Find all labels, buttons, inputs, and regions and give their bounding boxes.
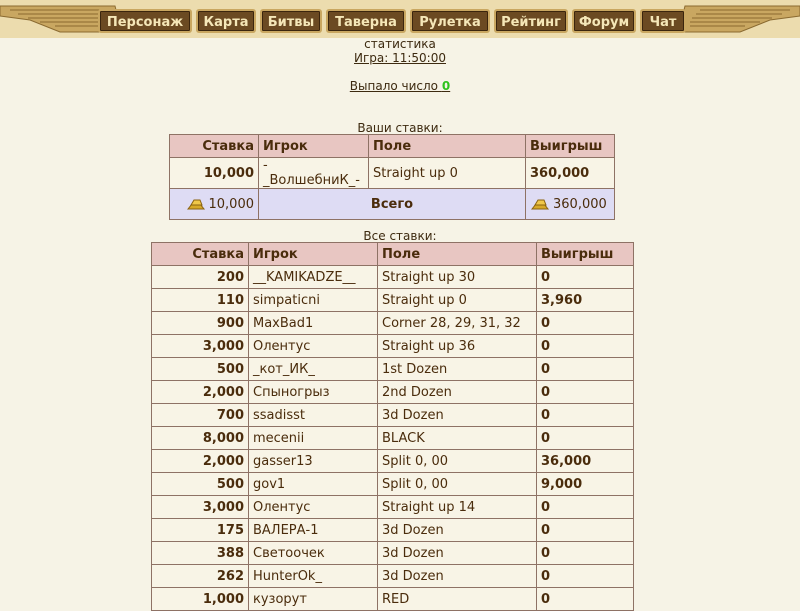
player-cell: gov1 — [249, 473, 378, 496]
player-cell: Спыногрыз — [249, 381, 378, 404]
dropped-label: Выпало число — [349, 79, 439, 93]
table-row — [152, 427, 634, 450]
player-cell: -_ВолшебниК_- — [259, 158, 369, 189]
gold-icon — [186, 198, 206, 210]
nav-character[interactable]: Персонаж — [98, 9, 192, 33]
win-cell: 36,000 — [537, 450, 634, 473]
table-row — [152, 588, 634, 611]
total-bet: 10,000 — [208, 196, 254, 212]
player-cell: ssadisst — [249, 404, 378, 427]
your-bets-caption: Ваши ставки: — [357, 121, 443, 135]
field-cell: Straight up 36 — [378, 335, 537, 358]
nav-map[interactable]: Карта — [196, 9, 256, 33]
bet-cell: 10,000 — [170, 158, 259, 189]
right-wing-ornament — [680, 2, 800, 34]
player-cell: Олентус — [249, 335, 378, 358]
table-row — [152, 565, 634, 588]
win-cell: 0 — [537, 266, 634, 289]
bet-cell: 1,000 — [152, 588, 249, 611]
bet-cell: 700 — [152, 404, 249, 427]
table-row — [152, 289, 634, 312]
col-win: Выигрыш — [526, 135, 615, 158]
field-cell: RED — [378, 588, 537, 611]
bet-cell: 8,000 — [152, 427, 249, 450]
total-label: Всего — [259, 189, 526, 220]
field-cell: Corner 28, 29, 31, 32 — [378, 312, 537, 335]
win-cell: 0 — [537, 381, 634, 404]
win-cell: 360,000 — [526, 158, 615, 189]
table-row — [152, 381, 634, 404]
top-navigation — [0, 0, 800, 38]
bet-cell: 262 — [152, 565, 249, 588]
player-cell: MaxBad1 — [249, 312, 378, 335]
dropped-number-link[interactable] — [0, 79, 800, 93]
win-cell: 9,000 — [537, 473, 634, 496]
field-cell: Straight up 0 — [369, 158, 526, 189]
game-time-link[interactable]: Игра: 11:50:00 — [353, 51, 446, 65]
bet-cell: 200 — [152, 266, 249, 289]
win-cell: 0 — [537, 588, 634, 611]
table-row — [152, 519, 634, 542]
player-cell: HunterOk_ — [249, 565, 378, 588]
bet-cell: 175 — [152, 519, 249, 542]
all-bets-caption: Все ставки: — [363, 229, 437, 243]
table-row — [152, 473, 634, 496]
bet-cell: 3,000 — [152, 496, 249, 519]
player-cell: mecenii — [249, 427, 378, 450]
player-cell: __KAMIKADZE__ — [249, 266, 378, 289]
nav-forum[interactable]: Форум — [572, 9, 636, 33]
table-header-row — [170, 135, 615, 158]
table-row — [152, 450, 634, 473]
field-cell: Split 0, 00 — [378, 473, 537, 496]
bet-cell: 110 — [152, 289, 249, 312]
all-bets-table — [151, 242, 634, 611]
player-cell: ВАЛЕРА-1 — [249, 519, 378, 542]
win-cell: 0 — [537, 312, 634, 335]
total-win-cell — [526, 189, 615, 220]
field-cell: 3d Dozen — [378, 519, 537, 542]
table-row — [152, 358, 634, 381]
win-cell: 0 — [537, 542, 634, 565]
col-player: Игрок — [259, 135, 369, 158]
player-cell: Светоочек — [249, 542, 378, 565]
nav-chat[interactable]: Чат — [640, 9, 686, 33]
all-bets-body — [152, 266, 634, 611]
player-cell: _кот_ИК_ — [249, 358, 378, 381]
bet-cell: 388 — [152, 542, 249, 565]
field-cell: Straight up 30 — [378, 266, 537, 289]
bet-cell: 3,000 — [152, 335, 249, 358]
table-row — [152, 542, 634, 565]
field-cell: 2nd Dozen — [378, 381, 537, 404]
win-cell: 3,960 — [537, 289, 634, 312]
win-cell: 0 — [537, 427, 634, 450]
col-win: Выигрыш — [537, 243, 634, 266]
dropped-number: 0 — [441, 79, 451, 93]
total-bet-cell — [170, 189, 259, 220]
page-title: статистика — [364, 37, 436, 51]
table-row — [152, 496, 634, 519]
col-bet: Ставка — [170, 135, 259, 158]
table-row — [170, 158, 615, 189]
player-cell: simpaticni — [249, 289, 378, 312]
win-cell: 0 — [537, 519, 634, 542]
nav-rating[interactable]: Рейтинг — [494, 9, 568, 33]
win-cell: 0 — [537, 335, 634, 358]
player-cell: gasser13 — [249, 450, 378, 473]
bet-cell: 500 — [152, 358, 249, 381]
field-cell: Straight up 0 — [378, 289, 537, 312]
table-row — [152, 266, 634, 289]
bet-cell: 500 — [152, 473, 249, 496]
field-cell: 3d Dozen — [378, 404, 537, 427]
win-cell: 0 — [537, 496, 634, 519]
player-cell: Олентус — [249, 496, 378, 519]
field-cell: 1st Dozen — [378, 358, 537, 381]
win-cell: 0 — [537, 404, 634, 427]
col-field: Поле — [369, 135, 526, 158]
nav-battles[interactable]: Битвы — [260, 9, 322, 33]
nav-tavern[interactable]: Таверна — [326, 9, 406, 33]
player-cell: кузорут — [249, 588, 378, 611]
gold-icon — [530, 198, 550, 210]
total-row — [170, 189, 615, 220]
field-cell: 3d Dozen — [378, 542, 537, 565]
nav-roulette[interactable]: Рулетка — [410, 9, 490, 33]
table-row — [152, 312, 634, 335]
col-player: Игрок — [249, 243, 378, 266]
col-bet: Ставка — [152, 243, 249, 266]
table-header-row — [152, 243, 634, 266]
field-cell: Straight up 14 — [378, 496, 537, 519]
field-cell: Split 0, 00 — [378, 450, 537, 473]
field-cell: BLACK — [378, 427, 537, 450]
field-cell: 3d Dozen — [378, 565, 537, 588]
table-row — [152, 335, 634, 358]
bet-cell: 2,000 — [152, 381, 249, 404]
win-cell: 0 — [537, 358, 634, 381]
bet-cell: 900 — [152, 312, 249, 335]
win-cell: 0 — [537, 565, 634, 588]
table-row — [152, 404, 634, 427]
total-win: 360,000 — [553, 196, 607, 212]
bet-cell: 2,000 — [152, 450, 249, 473]
your-bets-table — [169, 134, 615, 220]
col-field: Поле — [378, 243, 537, 266]
